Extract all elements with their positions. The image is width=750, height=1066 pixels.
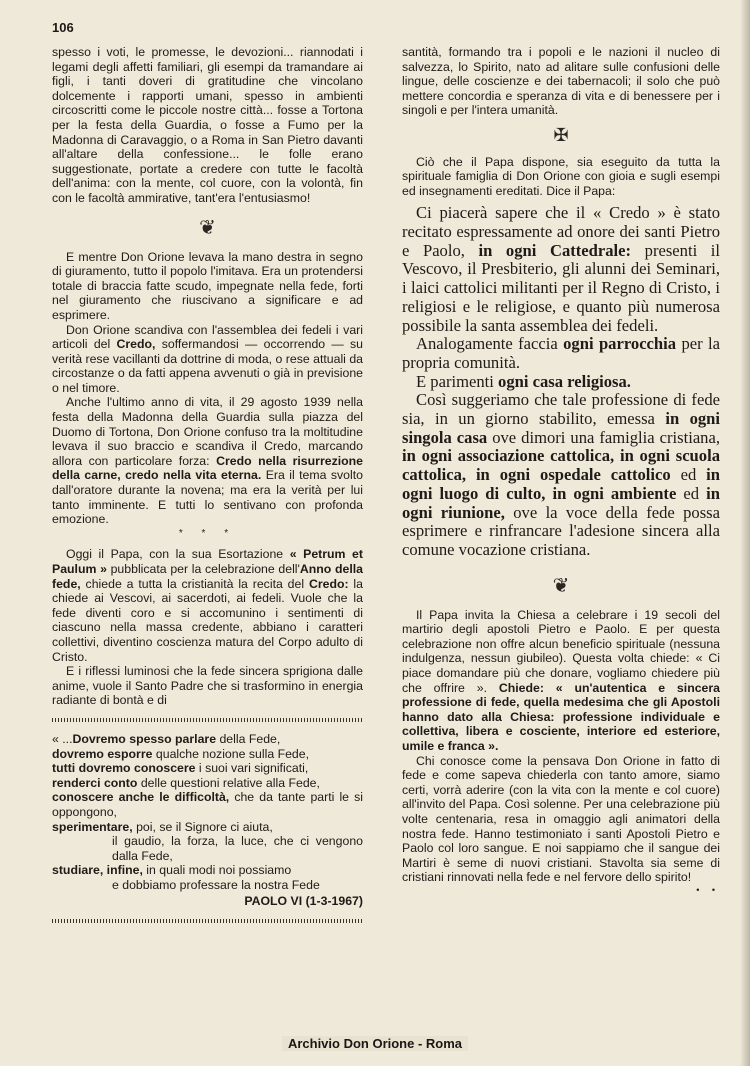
text-span: che da tante parti le si oppongono, — [52, 790, 363, 819]
right-paragraph-3 — [402, 608, 720, 754]
page-number: 106 — [52, 20, 74, 35]
bold-span: in ogni riunione, — [402, 483, 720, 522]
right-paragraph-4: Chi conosce come la pensava Don Orione in fatto di fede e come sapeva chiederla con tanto amore, siamo certi, vorrà aderire (con la vita con la mente e col cuore) all'invito del Papa. Così solenne. Per una celebrazione più volte centenaria, resa in omaggio agli animatori della nostra fede. Hanno testimoniato i santi Apostoli Pietro e Paolo col loro sangue. E noi sappiamo che il sangue dei Martiri è seme di nuovi cristiani. Stavolta sia seme di cristiani rinnovati nella fede e nel fervore dello spirito! — [402, 753, 720, 885]
text-span: ed — [670, 465, 707, 485]
footer-label: Archivio Don Orione - Roma — [282, 1036, 468, 1051]
left-paragraph-6: E i riflessi luminosi che la fede sincera sprigiona dalle anime, vuole il Santo Padre che si trasformino in energia radiante di bontà e di — [52, 664, 363, 708]
end-mark: • • — [696, 884, 720, 895]
bold-span: tutti dovremo conoscere — [52, 761, 196, 776]
right-column — [402, 45, 720, 898]
text-span: Oggi il Papa, con la sua Esortazione — [66, 547, 290, 562]
ornament-icon: ❦ — [552, 574, 570, 597]
bold-span: Anno della fede, — [52, 562, 363, 591]
quote-line-7: il gaudio, la forza, la luce, che ci vengono dalla Fede, — [112, 834, 363, 863]
text-span: per la propria comunità. — [402, 334, 720, 372]
divider-rule-top — [52, 718, 363, 722]
text-span: i suoi vari significati, — [195, 761, 309, 776]
bold-span: dovremo esporre — [52, 746, 153, 761]
text-span: pubblicata per la celebrazione dell' — [106, 562, 300, 576]
bold-span: sperimentare, — [52, 819, 133, 834]
cross-ornament-icon: ✠ — [553, 124, 569, 145]
quote-line-5 — [52, 790, 363, 819]
text-span: qualche nozione sulla Fede, — [152, 746, 310, 761]
bold-span: conoscere anche le difficoltà, — [52, 790, 230, 805]
left-paragraph-3 — [52, 323, 363, 396]
section-stars: * * * — [178, 527, 237, 539]
text-span: « ... — [52, 731, 73, 746]
bold-span: ogni parrocchia — [563, 334, 677, 354]
archive-footer — [0, 1036, 750, 1051]
left-column — [52, 45, 363, 933]
divider-rule-bottom — [52, 919, 363, 923]
bold-span: in ogni singola casa — [402, 409, 720, 447]
left-paragraph-1: spesso i voti, le promesse, le devozioni... riannodati i legami degli affetti familiari, gli esempi da tramandare ai figli, i tanti doveri di gratitudine che vincolano dolcemente i rapporti umani, spesso in ambienti circoscritti come le piccole nostre città... fosse a Tortona per la festa della Guardia, o fosse a Fumo per la Madonna di Caravaggio, o a Roma in San Pietro davanti all'altare della confessione... le folle erano suggestionate, portate a credere con tutte le facoltà dell'anima: con la mente, col cuore, con la volontà, fin con le facoltà ammirative, tant'era l'entusiasmo! — [52, 45, 363, 205]
exhortation-paragraph-4 — [402, 391, 720, 559]
quote-line-8 — [52, 863, 363, 878]
bold-span: Dovremo spesso parlare — [72, 731, 217, 746]
papal-exhortation-excerpt — [402, 204, 720, 559]
quote-line-2 — [52, 747, 363, 762]
ornament-icon: ❦ — [199, 216, 216, 239]
text-span: chiede a tutta la cristianità la recita del — [80, 576, 309, 591]
quote-line-9: e dobbiamo professare la nostra Fede — [112, 877, 320, 892]
text-span: la chiede ai Vescovi, ai sacerdoti, ai fedeli. Vuole che la fede diventi coro e si accomunino i sentimenti di ciascuno nella massa credente, abbiano i caratteri collettivi, diventino coscienza matura del Corpo adulto di Cristo. — [52, 576, 363, 664]
page-edge-shadow — [740, 0, 750, 1066]
exhortation-paragraph-2 — [402, 335, 720, 372]
quote-line-3 — [52, 761, 363, 776]
text-span: Anche l'ultimo anno di vita, il 29 agosto 1939 nella festa della Madonna della Guardia sulla piazza del Duomo di Tortona, Don Orione confuso tra la moltitudine levava il suo braccio e scandiva il Credo, marcando allora con particolare forza: — [52, 395, 363, 468]
text-span: Il Papa invita la Chiesa a celebrare i 19 secoli del martirio degli apostoli Pietro e Paolo. E per questa celebrazione non offre alcun beneficio spirituale (nessuna indulgenza, nessun giubileo). Questa volta chiede: « Ci piace domandare più che donare, vogliamo chiedere più che offrire ». — [402, 607, 720, 695]
right-paragraph-1: santità, formando tra i popoli e le nazioni il nucleo di salvezza, lo Spirito, nato ad alitare sulle confusioni delle lingue, delle coscienze e dei tabernacoli; il solo che può mettere concordia e speranza di vita e di benessere per i singoli e per l'intera umanità. — [402, 45, 720, 118]
left-paragraph-4 — [52, 395, 363, 526]
bold-span: in ogni luogo di culto, in ogni ambiente — [402, 465, 720, 503]
bold-span: Credo nella risurrezione della carne, credo nella vita eterna. — [52, 453, 363, 483]
text-span: ove la voce della fede possa esprimere e rinfrancare l'adesione sincera alla comune vocazione cristiana. — [402, 502, 720, 559]
left-paragraph-5 — [52, 547, 363, 664]
bold-span: in ogni associazione cattolica, in ogni scuola cattolica, in ogni ospedale cattolico — [402, 446, 720, 485]
quote-signature: PAOLO VI (1-3-1967) — [244, 894, 363, 909]
text-span: Don Orione scandiva con l'assemblea dei fedeli i vari articoli del — [52, 322, 363, 352]
bold-span: Chiede: « un'autentica e sincera professione di fede, quella medesima che gli Apostoli hanno dato alla Chiesa: professione individuale e collettiva, libera e cosciente, interiore ed esteriore, umile e franca ». — [402, 680, 721, 754]
right-paragraph-2: Ciò che il Papa dispone, sia eseguito da tutta la spirituale famiglia di Don Orione con gioia e sugli esempi ed insegnamenti ereditati. Dice il Papa: — [402, 154, 720, 198]
bold-span: « Petrum et Paulum » — [52, 547, 363, 576]
text-span: ove dimori una famiglia cristiana, — [487, 427, 720, 447]
exhortation-paragraph-3 — [402, 373, 720, 392]
bold-span: Credo: — [308, 576, 349, 591]
text-span: delle questioni relative alla Fede, — [137, 775, 320, 790]
text-span: E parimenti — [416, 371, 499, 391]
bold-span: Credo, — [116, 337, 156, 352]
left-paragraph-2: E mentre Don Orione levava la mano destra in segno di giuramento, tutto il popolo l'imitava. Era un protendersi totale di braccia fatte scudo, impegnate nella fede, forti nel giuramento che riuscivano a significare e ad esprimere. — [52, 249, 363, 322]
quote-line-6 — [52, 820, 363, 835]
text-span: in quali modi noi possiamo — [142, 863, 292, 878]
text-span: Analogamente faccia — [416, 334, 564, 354]
text-span: presenti il Vescovo, il Presbiterio, gli alunni dei Seminari, i laici cattolici militanti per il Regno di Cristo, i religiosi e le religiose, e quanto più numerosa possibile la santa assemblea dei fedeli. — [402, 240, 720, 335]
bold-span: studiare, infine, — [52, 863, 143, 878]
bold-span: in ogni Cattedrale: — [478, 240, 632, 260]
text-span: Ci piacerà sapere che il « Credo » è stato recitato espressamente ad onore dei santi Pietro e Paolo, — [402, 203, 720, 260]
quote-line-4 — [52, 776, 363, 791]
bold-span: renderci conto — [52, 775, 138, 790]
bold-span: ogni casa religiosa. — [498, 371, 631, 391]
quote-line-1 — [52, 732, 363, 747]
text-span: ed — [676, 483, 707, 503]
text-span: della Fede, — [216, 731, 281, 746]
text-span: Era il tema svolto dall'oratore durante la novena; ma era la verità per lui tanto imminente. E tutti lo sentivano con profonda emozione. — [52, 468, 363, 527]
text-span: poi, se il Signore ci aiuta, — [132, 819, 273, 834]
text-span: soffermandosi — occorrendo — su verità rese vacillanti da dottrine di moda, o rese attuali da circostanze o da fatti appena avvenuti o già in previsione o nel timore. — [52, 337, 364, 395]
text-span: Così suggeriamo che tale professione di fede sia, in un giorno stabilito, emessa — [402, 390, 720, 429]
pope-quote-box — [52, 732, 363, 909]
exhortation-paragraph-1 — [402, 204, 720, 335]
